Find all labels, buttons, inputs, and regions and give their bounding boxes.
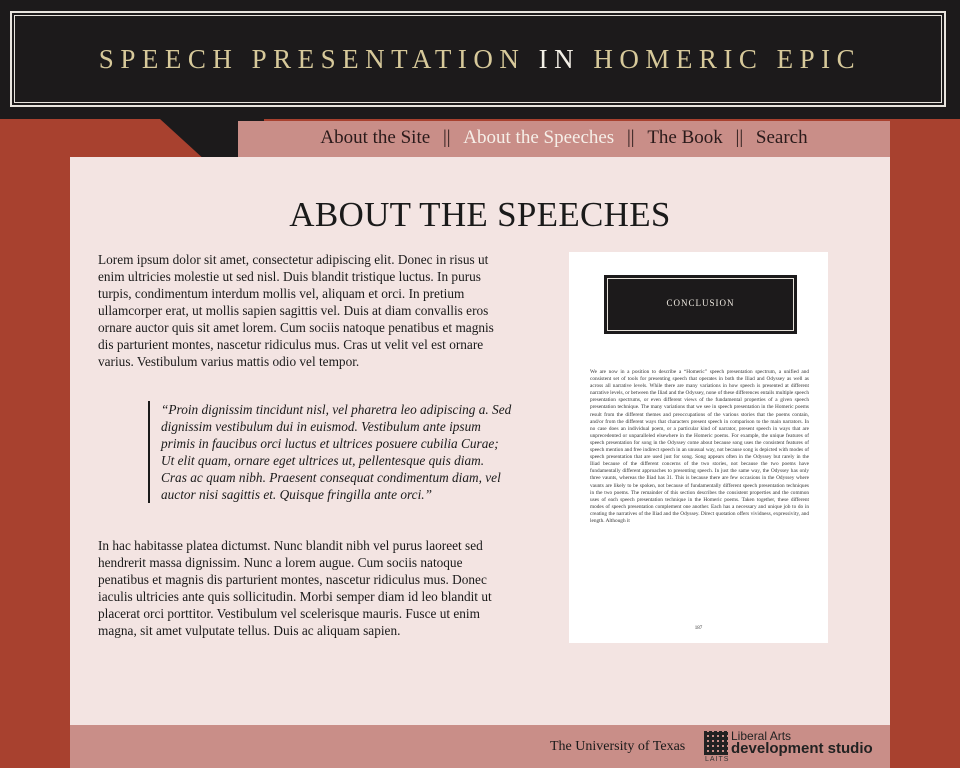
book-page-number: 187 bbox=[694, 626, 703, 631]
nav-separator: || bbox=[735, 127, 744, 148]
page-title: ABOUT THE SPEECHES bbox=[289, 195, 671, 234]
main-nav bbox=[238, 121, 890, 157]
laits-label: LAITS bbox=[705, 756, 730, 763]
site-banner bbox=[0, 0, 960, 119]
book-page-text: We are now in a position to describe a “Homeric” speech presentation spectrum, a unified and consistent set of tools for presenting speech that operates in both the Iliad and Odyssey as well as across all narrative levels. While there are many variations in how speech is presented at different narrative levels, or between the Iliad and the Odyssey, none of these differences entails multiple speech presentation spectrums, or even different views of the fundamental properties of a given speech presentation technique. The many variations that we see in speech presentation in the Homeric poems result from the different themes and preoccupations of the various stories that the poems contain, and/or from the different ways that characters present speech in comparison to the main narrators. In no case does an individual poem, or a particular kind of narrator, present speech in ways that are unprecedented or unparalleled elsewhere in the Homeric poems. For example, the unique features of speech presentation for song in the Odyssey come about because song uses the consistent features of speech mention and free indirect speech in an unusual way, not because song is depicted with modes of speech presentation that are used just for song. Song appears often in the Odyssey but rarely in the Iliad because of the different concerns of the two stories, not because the two poems have fundamentally different approaches to presenting speech. In just the same way, the Odyssey has only three vaunts, whereas the Iliad has 31. This is because there are few occasions in the Odyssey where vaunts are likely to be spoken, not because of fundamentally different speech presentation techniques in the two poems. The remainder of this section describes the consistent properties and the common uses of each speech presentation technique in the Homeric poems. Taken together, these different modes of speech presentation complement one another. Each has a necessary and unique job to do in creating the narratives of the Iliad and the Odyssey. Direct quotation offers vividness, expressivity, and length. Although it bbox=[590, 369, 809, 524]
book-page-image bbox=[569, 252, 828, 643]
laits-name-bottom[interactable]: development studio bbox=[731, 740, 873, 757]
nav-separator: || bbox=[626, 127, 635, 148]
second-paragraph: In hac habitasse platea dictumst. Nunc blandit nibh vel purus laoreet sed hendrerit massa dignissim. Nunc a lorem augue. Cum sociis natoque penatibus et magnis dis parturient montes, nascetur ridiculus mus. Donec iaculis ultricies ante quis sollicitudin. Morbi semper diam id leo blandit ut placerat orci porttitor. Vestibulum vel scelerisque mauris. Fusce ut enim magna, sit amet vulputate tellus. Duis ac aliquam sapien. bbox=[98, 538, 492, 638]
laits-name-top[interactable]: Liberal Arts bbox=[731, 729, 792, 743]
nav-separator: || bbox=[442, 127, 451, 148]
block-quote: “Proin dignissim tincidunt nisl, vel pharetra leo adipiscing a. Sed dignissim vestibulum dui in euismod. Vestibulum ante ipsum primis in faucibus orci luctus et ultrices posuere cubilia Curae; Ut elit quam, ornare eget ultrices ut, pellentesque quis diam. Cras ac quam nibh. Praesent consequat condimentum diam, vel auctor nisi sagittis et. Quisque fringilla ante orci.” bbox=[148, 401, 513, 503]
main-content bbox=[70, 157, 890, 725]
nav-about-site[interactable]: About the Site bbox=[320, 127, 431, 148]
nav-the-book[interactable]: The Book bbox=[647, 127, 723, 148]
university-name[interactable]: The University of Texas bbox=[550, 739, 686, 754]
nav-about-speeches[interactable]: About the Speeches bbox=[463, 127, 615, 148]
site-title-part1: SPEECH PRESENTATION bbox=[98, 44, 526, 74]
laits-grid-logo-icon[interactable] bbox=[704, 731, 728, 755]
chapter-title: CONCLUSION bbox=[666, 298, 735, 308]
site-title[interactable] bbox=[0, 44, 960, 75]
site-title-part2: HOMERIC EPIC bbox=[593, 44, 862, 74]
nav-search[interactable]: Search bbox=[755, 127, 808, 148]
chapter-title-box bbox=[604, 275, 797, 334]
site-footer bbox=[70, 725, 890, 768]
intro-paragraph: Lorem ipsum dolor sit amet, consectetur adipiscing elit. Donec in risus ut enim ultricies molestie ut sed nisl. Duis blandit tristique luctus. In purus turpis, condimentum interdum mollis vel, aliquam et orci. In pretium ullamcorper erat, ut mollis sapien sagittis vel. Duis at diam convallis eros ornare auctor quis sit amet lorem. Cum sociis natoque penatibus et magnis dis parturient montes, nascetur ridiculus mus. Cras ut velit vel est ornare varius. Vestibulum varius mattis odio vel tempor. bbox=[98, 252, 494, 369]
site-title-in: IN bbox=[538, 44, 581, 74]
